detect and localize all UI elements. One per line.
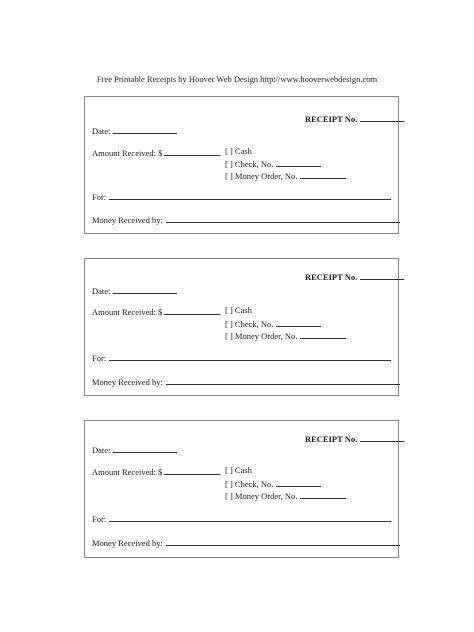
check-option[interactable]: [ ] Check, No.: [225, 319, 274, 329]
amount-row: [92, 465, 220, 477]
cash-option[interactable]: [ ] Cash: [225, 305, 252, 315]
for-row: [92, 351, 391, 363]
date-row: [92, 284, 177, 296]
received-by-label: Money Received by:: [92, 538, 163, 548]
money-order-option[interactable]: [ ] Money Order, No.: [225, 491, 298, 501]
receipt-number-label: RECEIPT No.: [305, 272, 358, 282]
date-field[interactable]: [113, 284, 177, 294]
money-order-row: [225, 329, 346, 341]
receipt-form-1: [84, 96, 399, 234]
date-row: [92, 124, 177, 136]
receipt-form-2: [84, 258, 399, 396]
money-order-option[interactable]: [ ] Money Order, No.: [225, 331, 298, 341]
cash-option[interactable]: [ ] Cash: [225, 465, 252, 475]
for-label: For:: [92, 353, 107, 363]
money-order-row: [225, 489, 346, 501]
receipt-number-row: [305, 112, 404, 124]
money-order-row: [225, 169, 346, 181]
for-field[interactable]: [109, 351, 391, 361]
money-order-option[interactable]: [ ] Money Order, No.: [225, 171, 298, 181]
receipt-form-3: [84, 420, 399, 558]
check-row: [225, 477, 321, 489]
date-label: Date:: [92, 286, 111, 296]
date-field[interactable]: [113, 124, 177, 134]
date-label: Date:: [92, 445, 111, 455]
page-header: Free Printable Receipts by Hoover Web Design http://www.hooverwebdesign.com: [96, 74, 378, 84]
for-row: [92, 190, 391, 202]
amount-label: Amount Received: $: [92, 148, 163, 158]
received-by-label: Money Received by:: [92, 215, 163, 225]
check-option[interactable]: [ ] Check, No.: [225, 159, 274, 169]
received-by-row: [92, 375, 400, 387]
check-number-field[interactable]: [276, 157, 321, 167]
received-by-label: Money Received by:: [92, 377, 163, 387]
receipt-number-field[interactable]: [360, 112, 404, 122]
receipt-number-row: [305, 432, 404, 444]
for-label: For:: [92, 192, 107, 202]
check-row: [225, 157, 321, 169]
check-option[interactable]: [ ] Check, No.: [225, 479, 274, 489]
received-by-row: [92, 213, 400, 225]
date-row: [92, 443, 177, 455]
for-label: For:: [92, 514, 107, 524]
amount-field[interactable]: [164, 465, 220, 475]
amount-row: [92, 305, 220, 317]
for-field[interactable]: [109, 190, 391, 200]
money-order-number-field[interactable]: [300, 489, 346, 499]
check-row: [225, 317, 321, 329]
receipt-number-row: [305, 270, 404, 282]
receipt-number-field[interactable]: [360, 432, 404, 442]
receipt-number-label: RECEIPT No.: [305, 434, 358, 444]
for-row: [92, 512, 391, 524]
amount-field[interactable]: [164, 146, 220, 156]
received-by-field[interactable]: [166, 375, 400, 385]
check-number-field[interactable]: [276, 477, 321, 487]
amount-field[interactable]: [164, 305, 220, 315]
check-number-field[interactable]: [276, 317, 321, 327]
receipt-number-label: RECEIPT No.: [305, 114, 358, 124]
received-by-field[interactable]: [166, 213, 400, 223]
money-order-number-field[interactable]: [300, 169, 346, 179]
received-by-field[interactable]: [166, 536, 400, 546]
date-field[interactable]: [113, 443, 177, 453]
amount-row: [92, 146, 220, 158]
for-field[interactable]: [109, 512, 391, 522]
receipt-number-field[interactable]: [360, 270, 404, 280]
amount-label: Amount Received: $: [92, 467, 163, 477]
cash-option[interactable]: [ ] Cash: [225, 146, 252, 156]
date-label: Date:: [92, 126, 111, 136]
received-by-row: [92, 536, 400, 548]
money-order-number-field[interactable]: [300, 329, 346, 339]
amount-label: Amount Received: $: [92, 307, 163, 317]
